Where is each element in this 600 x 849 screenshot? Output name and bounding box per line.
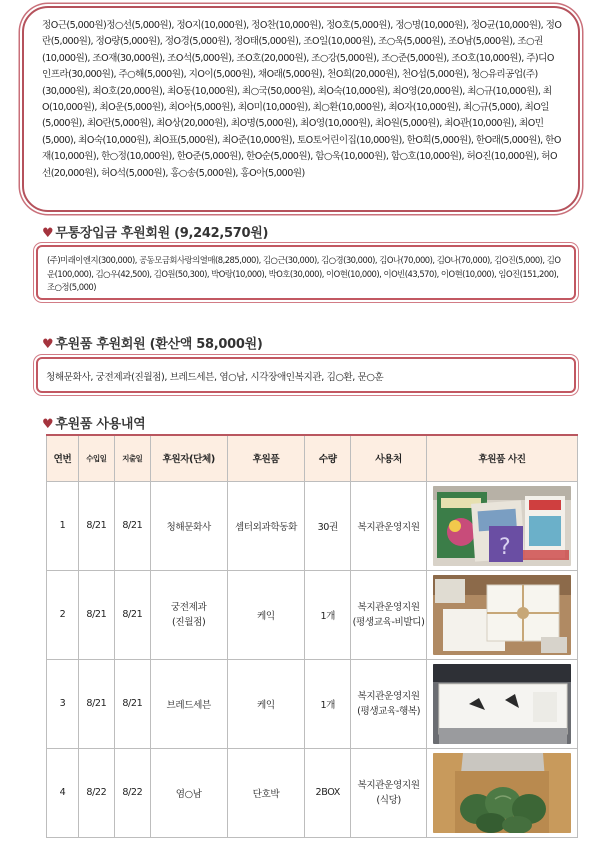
cell-item: 단호박 (227, 748, 305, 837)
heart-icon: ♥ (42, 417, 54, 432)
cell-in-date: 8/21 (78, 659, 114, 748)
deposit-text: (주)미래이엔지(300,000), 공동모금회사랑의열매(8,285,000), 김○근(30,000), 김○경(30,000), 김O나(70,000), 김O나(70,000), 김O진(5,000), 김O운(100,000), 김○우(42,500), 김O원(50,300), 박O랑(10,000), 박O호(30,000), 이O현(10,000), 이O빈(43,570), 이O현(10,000), 임O진(151,200), 조○정(5,000) (47, 255, 561, 293)
cell-usage: 복지관운영지원 (351, 481, 427, 570)
cell-qty: 1개 (305, 570, 351, 659)
cell-qty: 30권 (305, 481, 351, 570)
cell-out-date: 8/21 (114, 481, 150, 570)
cell-photo (426, 570, 577, 659)
cell-qty: 1개 (305, 659, 351, 748)
header-qty: 수량 (305, 435, 351, 481)
header-photo: 후원품 사진 (426, 435, 577, 481)
cell-in-date: 8/22 (78, 748, 114, 837)
cell-qty: 2BOX (305, 748, 351, 837)
cell-no: 2 (47, 570, 79, 659)
cell-photo (426, 481, 577, 570)
goods-text: 청해문화사, 궁전제과(진월점), 브레드세븐, 염○남, 시각장애인복지관, 김○환, 문○훈 (46, 372, 384, 383)
cell-no: 4 (47, 748, 79, 837)
cell-in-date: 8/21 (78, 570, 114, 659)
cell-photo (426, 748, 577, 837)
table-row (47, 481, 578, 570)
donor-list-box (22, 6, 580, 212)
heart-icon: ♥ (42, 226, 54, 241)
cell-out-date: 8/22 (114, 748, 150, 837)
header-in-date: 수입일 (78, 435, 114, 481)
cell-usage: 복지관운영지원 (식당) (351, 748, 427, 837)
table-row (47, 659, 578, 748)
cell-donor: 브레드세븐 (150, 659, 227, 748)
deposit-heading: ♥ 무통장입금 후원회원 (9,242,570원) (42, 226, 269, 241)
cell-no: 3 (47, 659, 79, 748)
header-usage: 사용처 (351, 435, 427, 481)
cell-usage: 복지관운영지원 (평생교육-행복) (351, 659, 427, 748)
cell-out-date: 8/21 (114, 570, 150, 659)
table-header-row (47, 435, 578, 481)
cell-no: 1 (47, 481, 79, 570)
cell-item: 셈터외과학동화 (227, 481, 305, 570)
cell-donor: 염○남 (150, 748, 227, 837)
header-out-date: 지출일 (114, 435, 150, 481)
cell-donor: 청해문화사 (150, 481, 227, 570)
deposit-box (36, 245, 576, 300)
cell-usage: 복지관운영지원 (평생교육-비발디) (351, 570, 427, 659)
header-no: 연번 (47, 435, 79, 481)
cell-donor: 궁전제과 (진월점) (150, 570, 227, 659)
goods-heading: ♥ 후원품 후원회원 (환산액 58,000원) (42, 337, 263, 352)
cell-out-date: 8/21 (114, 659, 150, 748)
header-item: 후원품 (227, 435, 305, 481)
pumpkin-box-photo (433, 753, 571, 833)
header-donor: 후원자(단체) (150, 435, 227, 481)
usage-heading: ♥ 후원품 사용내역 (42, 417, 146, 432)
books-photo (433, 486, 571, 566)
goods-box (36, 357, 576, 393)
table-row (47, 748, 578, 837)
usage-table (46, 434, 578, 838)
heart-icon: ♥ (42, 337, 54, 352)
cake-box-open-photo (433, 664, 571, 744)
svg-text:?: ? (498, 534, 511, 560)
donor-list-text: 정O근(5,000원)정○선(5,000원), 정O지(10,000원), 정O찬(10,000원), 정O호(5,000원), 정○명(10,000원), 정O균(10,000원), 정O란(5,000원), 정O량(5,000원), 정O경(5,000원), 정O태(5,000원), 조O일(10,000원), 조○욱(5,000원), 조O남(5,000원), 조○권(10,000원), 조O재(30,000원), 조O석(5,000원), 조O호(20,000원), 조○강(5,000원), 조○준(5,000원), 조O호(10,000원), 주)디O인프라(30,000원), 주○해(5,000원), 지O이(5,000원), 채O래(5,000원), 천O희(20,000원), 천O섭(5,000원), 청○유리공업(주)(30,000원), 최O호(20,000원), 최O동(10,000원), 최○국(50,000원), 최O숙(10,000원), 최O영(20,000원), 최○규(10,000원), 최O(10,000원), 최O운(5,000원), 최O아(5,000원), 최O미(10,000원), 최○환(10,000원), 최O자(10,000원), 최○규(5,000), 최O일(5,000원), 최O란(5,000원), 최O상(20,000원), 최O명(5,000원), 최O영(10,000원), 최O원(5,000원), 최O관(10,000원), 최O민(5,000), 최O숙(10,000원), 최O표(5,000원), 최O준(10,000원), 토O토어린이집(10,000원), 한O희(5,000원), 한O래(5,000원), 한O재(10,000원), 한○정(10,000원), 한O준(5,000원), 한O순(5,000원), 함○욱(10,000원), 함○호(10,000원), 허O진(10,000원), 허O선(20,000원), 허O석(5,000원), 홍○송(5,000원), 홍O아(5,000원) (42, 20, 562, 179)
cell-photo (426, 659, 577, 748)
cell-item: 케익 (227, 570, 305, 659)
cell-in-date: 8/21 (78, 481, 114, 570)
table-row (47, 570, 578, 659)
cell-item: 케익 (227, 659, 305, 748)
cake-box-photo (433, 575, 571, 655)
